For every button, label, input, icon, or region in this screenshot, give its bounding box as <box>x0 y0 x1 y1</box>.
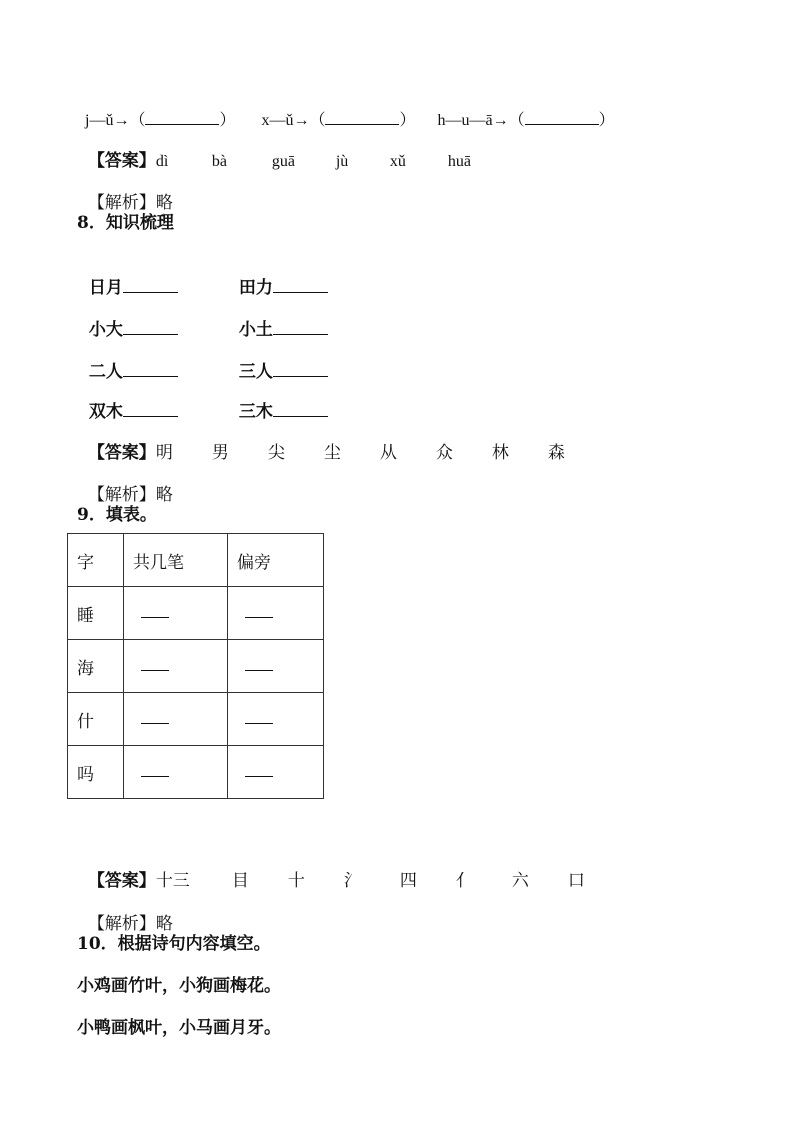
poem-line-1: 小鸡画竹叶，小狗画梅花。 <box>77 976 281 996</box>
stroke-count-cell[interactable] <box>124 693 228 746</box>
analysis-tag: 【解析】 <box>87 193 156 213</box>
analysis-text: 略 <box>155 914 173 934</box>
q8-item: 田力 <box>238 278 273 298</box>
q7-item-2: x—ǔ→（ ） <box>261 108 415 132</box>
table-char: 吗 <box>68 746 124 799</box>
q7-item-3: h—u—ā→（ ） <box>438 108 615 132</box>
answer-item: 明 <box>155 443 173 463</box>
radical-cell[interactable] <box>228 746 324 799</box>
table-header: 字 <box>68 534 124 587</box>
answer-item: jù <box>335 153 349 170</box>
fill-table <box>67 533 324 799</box>
q9-answer <box>77 848 585 892</box>
q8-item: 日月 <box>88 278 123 298</box>
answer-blank[interactable] <box>123 400 178 417</box>
answer-item: 森 <box>547 443 565 463</box>
q8-item: 双木 <box>88 402 123 422</box>
q8-analysis <box>77 462 173 506</box>
q8-item: 三木 <box>238 402 273 422</box>
stroke-count-cell[interactable] <box>124 640 228 693</box>
answer-item: 林 <box>491 443 509 463</box>
answer-item: 男 <box>211 443 229 463</box>
answer-item: 口 <box>567 871 585 891</box>
q8-row-2 <box>77 296 328 341</box>
answer-blank[interactable] <box>525 108 599 125</box>
answer-item: 十 <box>287 871 305 891</box>
analysis-tag: 【解析】 <box>87 485 156 505</box>
q7-answer <box>77 128 471 173</box>
q8-item: 小大 <box>88 320 123 340</box>
table-header-row <box>68 534 324 587</box>
radical-cell[interactable] <box>228 693 324 746</box>
table-header: 偏旁 <box>228 534 324 587</box>
answer-item: guā <box>271 153 295 170</box>
q8-row-1 <box>77 254 328 299</box>
table-row <box>68 746 324 799</box>
analysis-tag: 【解析】 <box>87 914 156 934</box>
answer-item: 亻 <box>455 871 473 891</box>
stroke-count-cell[interactable] <box>124 746 228 799</box>
q8-answer <box>77 420 565 464</box>
answer-item: huā <box>447 153 471 170</box>
answer-blank[interactable] <box>123 360 178 377</box>
answer-tag: 【答案】 <box>87 871 156 891</box>
table-char: 海 <box>68 640 124 693</box>
answer-blank[interactable] <box>273 276 328 293</box>
answer-item: 六 <box>511 871 529 891</box>
answer-item: 氵 <box>343 871 361 891</box>
q8-row-4 <box>77 378 328 423</box>
table-row <box>68 693 324 746</box>
radical-cell[interactable] <box>228 587 324 640</box>
answer-item: bà <box>211 153 227 170</box>
stroke-count-cell[interactable] <box>124 587 228 640</box>
analysis-text: 略 <box>155 485 173 505</box>
answer-item: 尖 <box>267 443 285 463</box>
answer-item: dì <box>155 153 169 170</box>
answer-blank[interactable] <box>273 318 328 335</box>
answer-item: 十三 <box>155 871 190 891</box>
analysis-text: 略 <box>155 193 173 213</box>
answer-blank[interactable] <box>273 360 328 377</box>
answer-item: 从 <box>379 443 397 463</box>
answer-blank[interactable] <box>273 400 328 417</box>
answer-tag: 【答案】 <box>87 151 156 171</box>
q10-title: 10．根据诗句内容填空。 <box>77 934 271 954</box>
table-char: 睡 <box>68 587 124 640</box>
q8-title: 8．知识梳理 <box>77 213 174 233</box>
answer-blank[interactable] <box>145 108 219 125</box>
answer-blank[interactable] <box>123 318 178 335</box>
table-header: 共几笔 <box>124 534 228 587</box>
q7-analysis <box>77 170 173 214</box>
table-char: 什 <box>68 693 124 746</box>
answer-blank[interactable] <box>123 276 178 293</box>
answer-item: xǔ <box>389 153 406 170</box>
answer-blank[interactable] <box>325 108 399 125</box>
q7-item-1: j—ǔ→（ ） <box>85 108 235 132</box>
answer-item: 目 <box>231 871 249 891</box>
q8-item: 三人 <box>238 362 273 382</box>
poem-line-2: 小鸭画枫叶，小马画月牙。 <box>77 1018 281 1038</box>
answer-item: 四 <box>399 871 417 891</box>
answer-tag: 【答案】 <box>87 443 156 463</box>
table-row <box>68 587 324 640</box>
q8-item: 二人 <box>88 362 123 382</box>
answer-item: 众 <box>435 443 453 463</box>
q8-row-3 <box>77 338 328 383</box>
table-row <box>68 640 324 693</box>
q8-item: 小土 <box>238 320 273 340</box>
q7-pinyin-row <box>77 86 615 132</box>
q9-title: 9．填表。 <box>77 505 157 525</box>
q9-analysis <box>77 891 173 935</box>
radical-cell[interactable] <box>228 640 324 693</box>
answer-item: 尘 <box>323 443 341 463</box>
